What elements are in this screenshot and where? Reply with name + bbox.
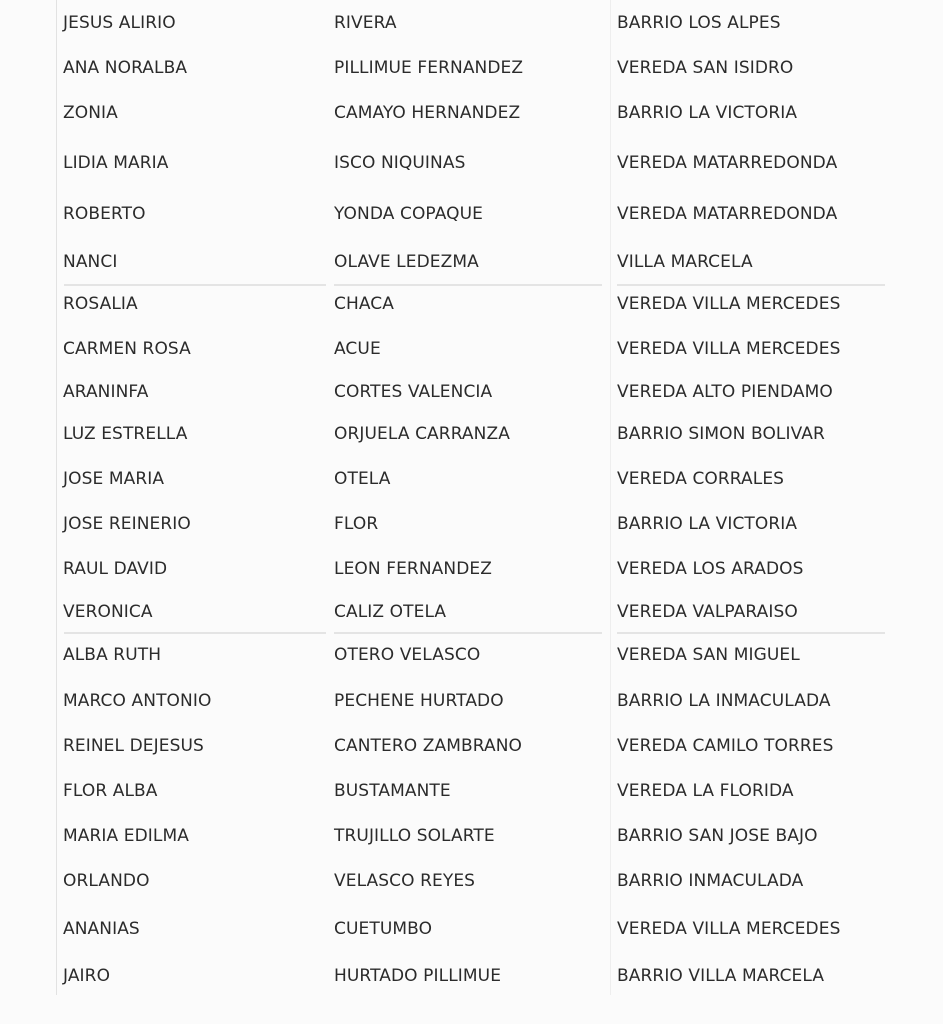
first-name-cell: ALBA RUTH xyxy=(63,645,162,665)
last-name-cell: BUSTAMANTE xyxy=(334,781,451,801)
table-row xyxy=(0,600,943,624)
last-name-cell: CALIZ OTELA xyxy=(334,602,447,622)
table-row xyxy=(0,689,943,713)
table-row xyxy=(0,643,943,667)
row-separator xyxy=(64,632,326,634)
first-name-cell: ROBERTO xyxy=(63,204,146,224)
table-row xyxy=(0,557,943,581)
address-cell: VEREDA MATARREDONDA xyxy=(617,153,838,173)
table-row xyxy=(0,512,943,536)
first-name-cell: ORLANDO xyxy=(63,871,150,891)
last-name-cell: LEON FERNANDEZ xyxy=(334,559,492,579)
address-cell: BARRIO VILLA MARCELA xyxy=(617,966,825,986)
first-name-cell: REINEL DEJESUS xyxy=(63,736,204,756)
table-row xyxy=(0,779,943,803)
first-name-cell: JOSE MARIA xyxy=(63,469,165,489)
last-name-cell: PECHENE HURTADO xyxy=(334,691,504,711)
last-name-cell: RIVERA xyxy=(334,13,397,33)
first-name-cell: ROSALIA xyxy=(63,294,138,314)
address-cell: VEREDA SAN ISIDRO xyxy=(617,58,794,78)
last-name-cell: OTERO VELASCO xyxy=(334,645,481,665)
last-name-cell: FLOR xyxy=(334,514,379,534)
first-name-cell: FLOR ALBA xyxy=(63,781,158,801)
last-name-cell: PILLIMUE FERNANDEZ xyxy=(334,58,524,78)
address-cell: VEREDA VILLA MERCEDES xyxy=(617,339,841,359)
first-name-cell: CARMEN ROSA xyxy=(63,339,191,359)
address-cell: VEREDA SAN MIGUEL xyxy=(617,645,800,665)
table-row xyxy=(0,869,943,893)
address-cell: VEREDA VILLA MERCEDES xyxy=(617,294,841,314)
last-name-cell: OTELA xyxy=(334,469,391,489)
address-cell: BARRIO SIMON BOLIVAR xyxy=(617,424,825,444)
row-separator xyxy=(334,284,602,286)
address-cell: VILLA MARCELA xyxy=(617,252,753,272)
address-cell: VEREDA CORRALES xyxy=(617,469,785,489)
first-name-cell: ARANINFA xyxy=(63,382,149,402)
first-name-cell: MARCO ANTONIO xyxy=(63,691,212,711)
row-separator xyxy=(334,632,602,634)
first-name-cell: MARIA EDILMA xyxy=(63,826,189,846)
table-row xyxy=(0,292,943,316)
address-cell: VEREDA LOS ARADOS xyxy=(617,559,804,579)
first-name-cell: VERONICA xyxy=(63,602,153,622)
table-row xyxy=(0,917,943,941)
table-row xyxy=(0,824,943,848)
first-name-cell: LIDIA MARIA xyxy=(63,153,169,173)
last-name-cell: VELASCO REYES xyxy=(334,871,476,891)
first-name-cell: JOSE REINERIO xyxy=(63,514,191,534)
address-cell: VEREDA MATARREDONDA xyxy=(617,204,838,224)
last-name-cell: ACUE xyxy=(334,339,381,359)
first-name-cell: ZONIA xyxy=(63,103,118,123)
first-name-cell: RAUL DAVID xyxy=(63,559,168,579)
table-row xyxy=(0,202,943,226)
last-name-cell: YONDA COPAQUE xyxy=(334,204,483,224)
address-cell: BARRIO LA VICTORIA xyxy=(617,103,798,123)
first-name-cell: NANCI xyxy=(63,252,118,272)
address-cell: BARRIO INMACULADA xyxy=(617,871,804,891)
table-row xyxy=(0,151,943,175)
first-name-cell: JAIRO xyxy=(63,966,111,986)
last-name-cell: CORTES VALENCIA xyxy=(334,382,493,402)
last-name-cell: TRUJILLO SOLARTE xyxy=(334,826,495,846)
table-row xyxy=(0,56,943,80)
address-cell: VEREDA VALPARAISO xyxy=(617,602,798,622)
address-cell: VEREDA LA FLORIDA xyxy=(617,781,794,801)
row-separator xyxy=(617,284,885,286)
table-row xyxy=(0,964,943,988)
first-name-cell: LUZ ESTRELLA xyxy=(63,424,188,444)
last-name-cell: ISCO NIQUINAS xyxy=(334,153,466,173)
address-cell: BARRIO SAN JOSE BAJO xyxy=(617,826,818,846)
last-name-cell: CUETUMBO xyxy=(334,919,433,939)
address-cell: BARRIO LOS ALPES xyxy=(617,13,781,33)
address-cell: VEREDA ALTO PIENDAMO xyxy=(617,382,833,402)
address-cell: VEREDA CAMILO TORRES xyxy=(617,736,834,756)
row-separator xyxy=(617,632,885,634)
table-row xyxy=(0,422,943,446)
first-name-cell: ANA NORALBA xyxy=(63,58,188,78)
last-name-cell: ORJUELA CARRANZA xyxy=(334,424,510,444)
table-row xyxy=(0,337,943,361)
last-name-cell: CHACA xyxy=(334,294,394,314)
first-name-cell: JESUS ALIRIO xyxy=(63,13,176,33)
first-name-cell: ANANIAS xyxy=(63,919,140,939)
table-row xyxy=(0,467,943,491)
row-separator xyxy=(64,284,326,286)
table-row xyxy=(0,11,943,35)
last-name-cell: HURTADO PILLIMUE xyxy=(334,966,502,986)
table-row xyxy=(0,380,943,404)
address-cell: BARRIO LA INMACULADA xyxy=(617,691,831,711)
table-row xyxy=(0,250,943,274)
last-name-cell: OLAVE LEDEZMA xyxy=(334,252,479,272)
address-cell: VEREDA VILLA MERCEDES xyxy=(617,919,841,939)
last-name-cell: CANTERO ZAMBRANO xyxy=(334,736,522,756)
table-row xyxy=(0,101,943,125)
address-cell: BARRIO LA VICTORIA xyxy=(617,514,798,534)
last-name-cell: CAMAYO HERNANDEZ xyxy=(334,103,521,123)
table-row xyxy=(0,734,943,758)
